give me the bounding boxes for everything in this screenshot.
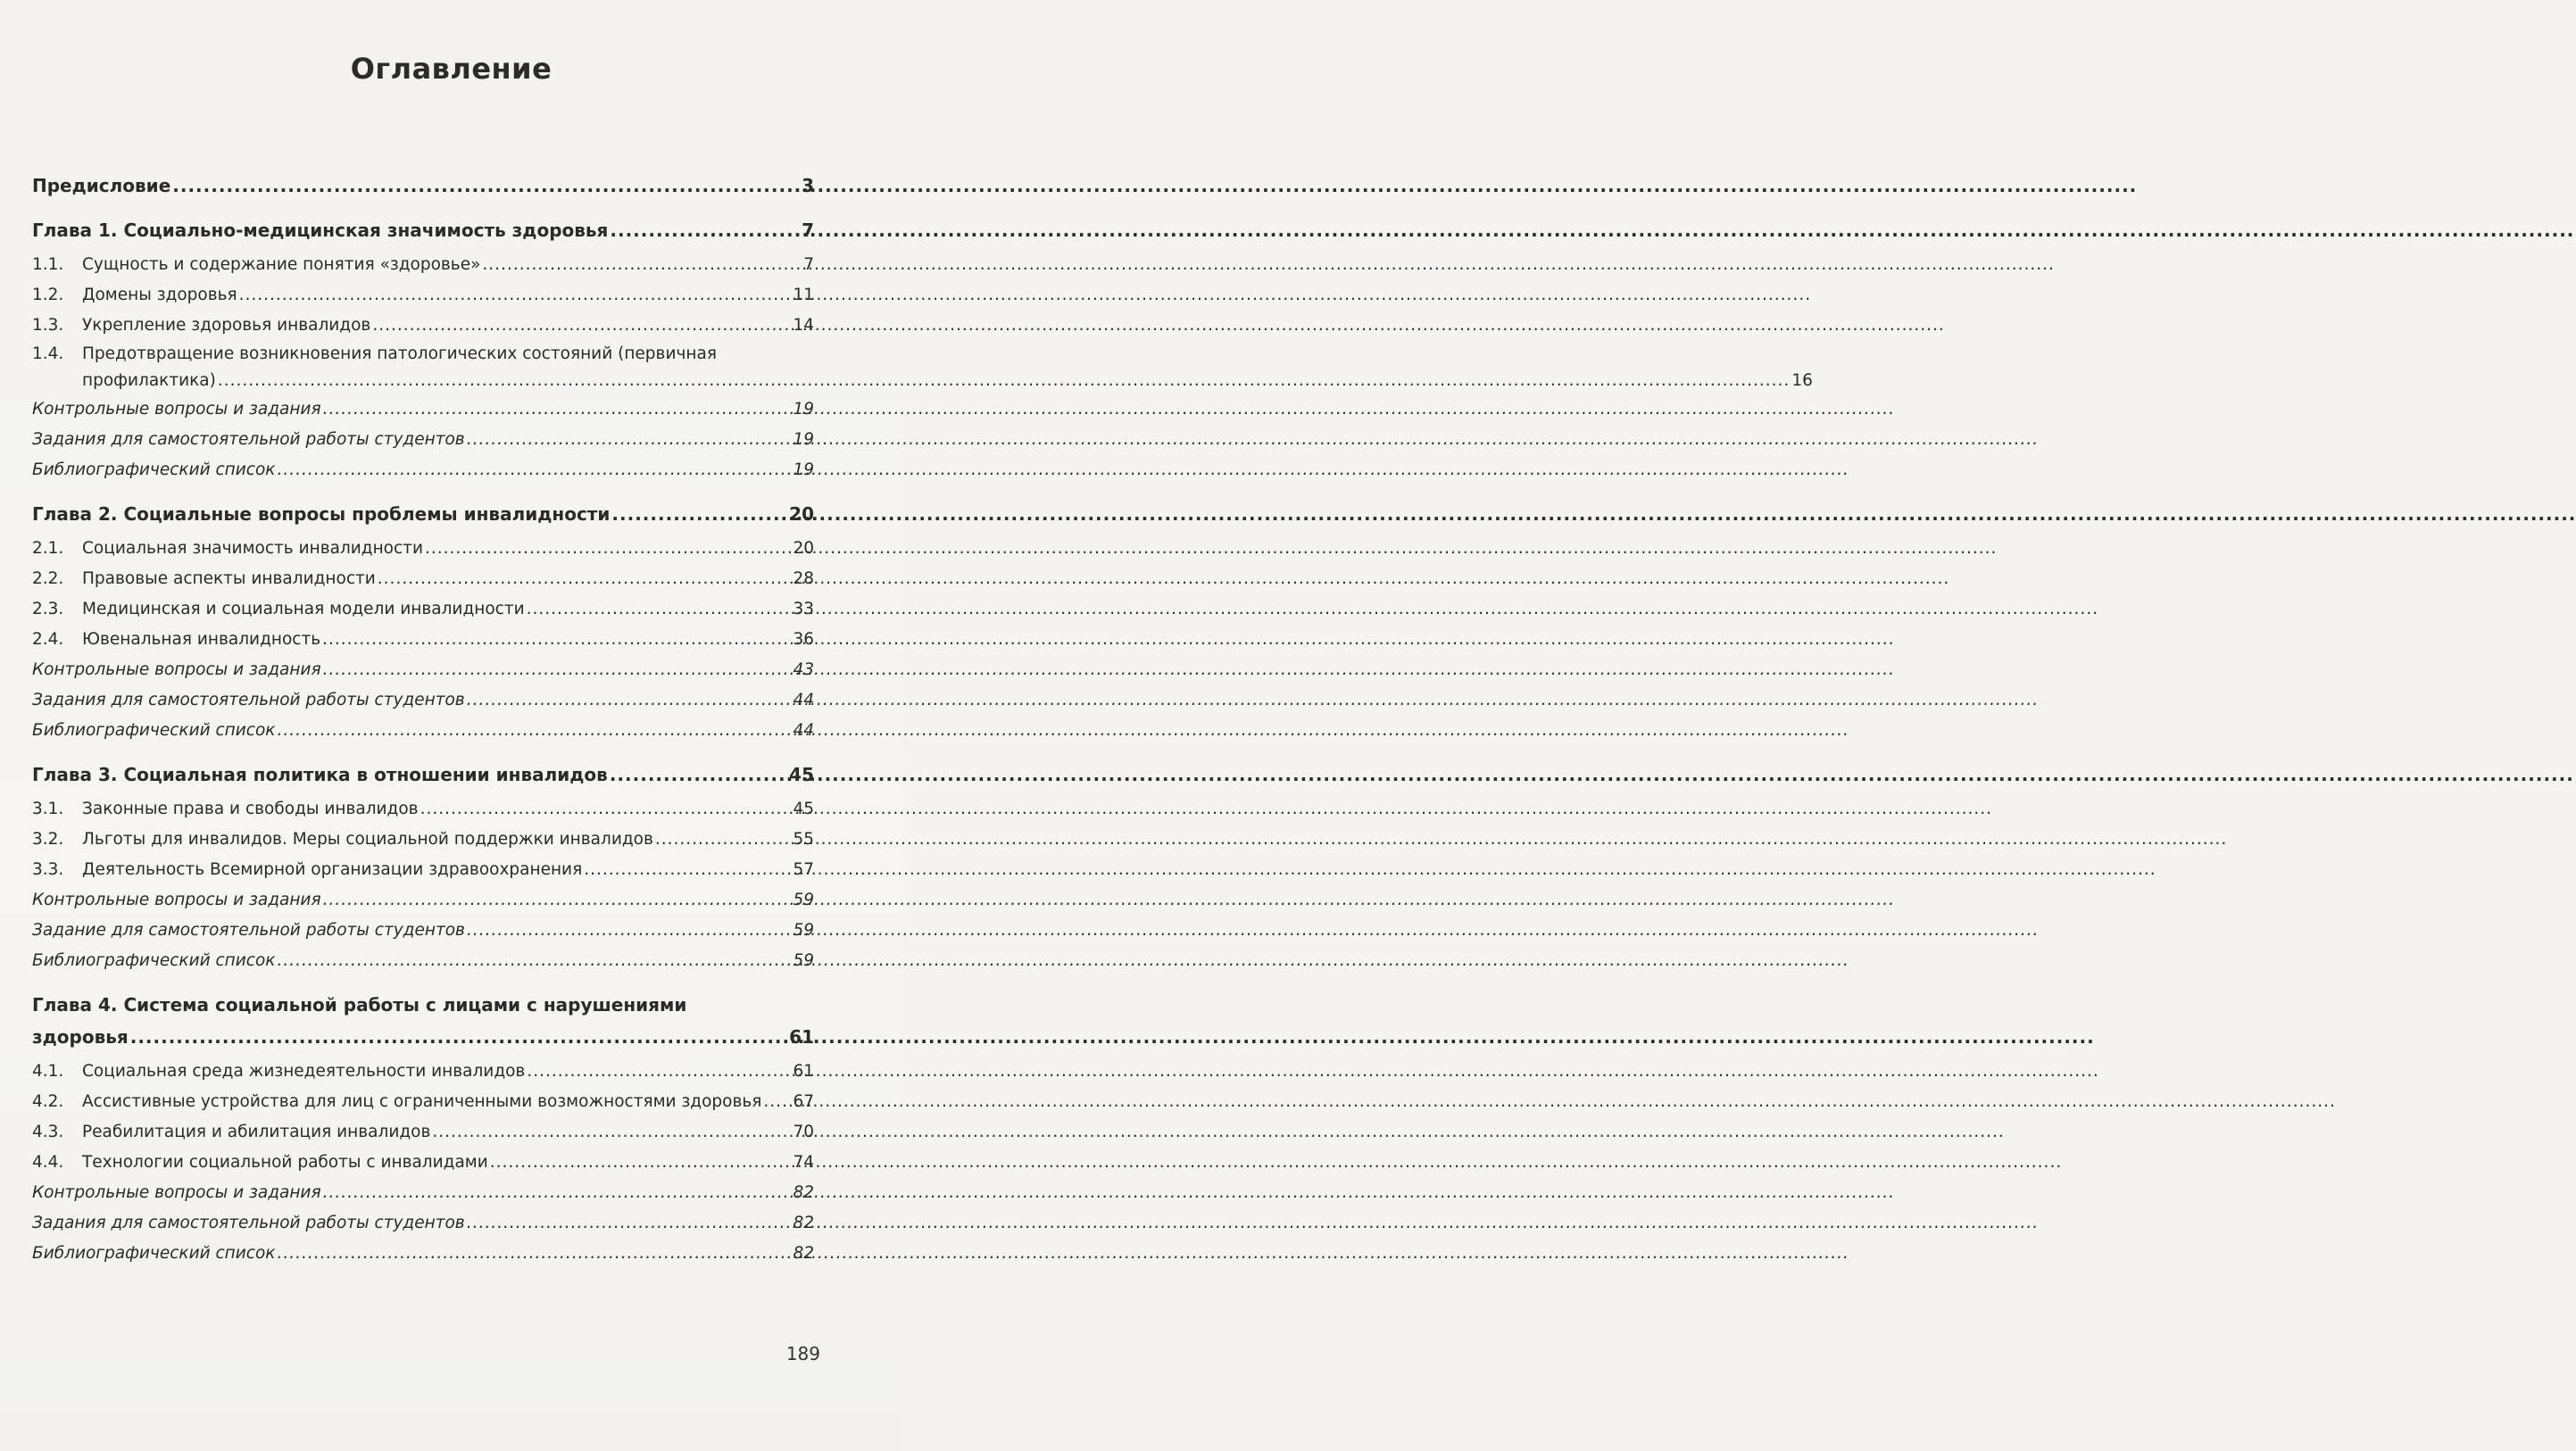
leader-dots	[527, 594, 792, 625]
toc-page-number: 45	[789, 764, 814, 785]
section-title: Сущность и содержание понятия «здоровье»	[82, 255, 481, 274]
section-title: Социальная среда жизнедеятельности инвалидов	[82, 1062, 526, 1081]
toc-page-number: 74	[793, 1153, 814, 1172]
toc-section[interactable]	[32, 594, 814, 625]
toc-page-number: 70	[793, 1123, 814, 1141]
section-title: Ассистивные устройства для лиц с ограниченными возможностями здоровья	[82, 1092, 762, 1111]
chapter-title-line1: Глава 4. Система социальной работы с лицами с нарушениями	[32, 994, 687, 1016]
leader-dots	[467, 685, 792, 716]
toc-chapter-1[interactable]	[32, 214, 814, 246]
toc-page-number: 82	[793, 1214, 814, 1232]
toc-page-number: 19	[793, 430, 814, 449]
toc-page-number: 82	[793, 1244, 814, 1263]
section-number: 4.1.	[32, 1062, 64, 1081]
extra-title: Задания для самостоятельной работы студентов	[32, 1214, 465, 1232]
toc-section[interactable]	[32, 625, 814, 655]
section-title: Деятельность Всемирной организации здравоохранения	[82, 860, 583, 879]
chapter-title: Глава 1. Социально-медицинская значимость здоровья	[32, 220, 609, 241]
toc-page-number: 11	[793, 286, 814, 304]
toc-page-number: 14	[793, 316, 814, 335]
leader-dots	[611, 498, 787, 530]
leader-dots	[239, 280, 792, 311]
extra-title: Библиографический список	[32, 951, 276, 970]
toc-page-number: 33	[793, 600, 814, 618]
leader-dots	[323, 1178, 792, 1208]
section-number: 1.4.	[32, 344, 64, 363]
leader-dots	[420, 794, 792, 825]
toc-extra[interactable]	[32, 655, 814, 685]
toc-section[interactable]	[32, 311, 814, 341]
section-number: 2.4.	[32, 630, 64, 649]
section-title: Законные права и свободы инвалидов	[82, 800, 419, 818]
toc-page-number: 28	[793, 569, 814, 588]
section-number: 2.2.	[32, 569, 64, 588]
extra-title: Библиографический список	[32, 721, 276, 740]
toc-extra[interactable]	[32, 1178, 814, 1208]
page-title: Оглавление	[350, 52, 553, 86]
leader-dots	[378, 564, 792, 594]
section-number: 2.3.	[32, 600, 64, 618]
toc-page-number: 67	[793, 1092, 814, 1111]
section-number: 4.3.	[32, 1123, 64, 1141]
chapter-title-line2: здоровья	[32, 1026, 129, 1048]
leader-dots	[763, 1087, 791, 1117]
section-number: 3.3.	[32, 860, 64, 879]
leader-dots	[584, 855, 791, 885]
toc-page-number: 59	[793, 951, 814, 970]
extra-title: Задание для самостоятельной работы студентов	[32, 921, 465, 940]
extra-title: Контрольные вопросы и задания	[32, 400, 321, 419]
toc-page-number: 36	[793, 630, 814, 649]
leader-dots	[130, 1021, 787, 1053]
leader-dots	[490, 1148, 792, 1178]
section-number: 3.2.	[32, 830, 64, 849]
section-title: Технологии социальной работы с инвалидами	[82, 1153, 488, 1172]
toc-section[interactable]	[32, 341, 1813, 394]
leader-dots	[277, 1239, 791, 1269]
toc-page-number: 59	[793, 921, 814, 940]
toc-page-number: 19	[793, 460, 814, 479]
toc-section[interactable]	[32, 825, 814, 855]
leader-dots	[610, 214, 800, 246]
leader-dots	[323, 655, 792, 685]
toc-section[interactable]	[32, 1148, 814, 1178]
toc-extra[interactable]	[32, 946, 814, 976]
toc-extra[interactable]	[32, 916, 814, 946]
section-title: Социальная значимость инвалидности	[82, 539, 423, 558]
toc-page-number: 82	[793, 1183, 814, 1202]
toc-extra[interactable]	[32, 885, 814, 916]
toc-chapter-3[interactable]	[32, 759, 814, 791]
toc-extra[interactable]	[32, 1239, 814, 1269]
toc-section[interactable]	[32, 250, 814, 280]
section-title: Льготы для инвалидов. Меры социальной поддержки инвалидов	[82, 830, 653, 849]
toc-section[interactable]	[32, 564, 814, 594]
toc-section[interactable]	[32, 794, 814, 825]
toc-page-number: 57	[793, 860, 814, 879]
leader-dots	[323, 885, 792, 916]
toc-section[interactable]	[32, 1117, 814, 1148]
extra-title: Библиографический список	[32, 1244, 276, 1263]
toc-extra[interactable]	[32, 394, 814, 425]
extra-title: Контрольные вопросы и задания	[32, 891, 321, 909]
chapter-title: Глава 2. Социальные вопросы проблемы инвалидности	[32, 503, 611, 525]
leader-dots	[322, 625, 791, 655]
toc-page-number: 44	[793, 721, 814, 740]
toc-page-number: 16	[1791, 371, 1813, 390]
toc-page-number: 55	[793, 830, 814, 849]
toc-page-number: 7	[803, 255, 814, 274]
toc-page-number: 45	[793, 800, 814, 818]
toc-page-number: 61	[793, 1062, 814, 1081]
table-of-contents	[32, 170, 1813, 1269]
leader-dots	[482, 250, 802, 280]
toc-section[interactable]	[32, 280, 814, 311]
leader-dots	[655, 825, 792, 855]
toc-extra[interactable]	[32, 425, 814, 455]
toc-page-number: 20	[789, 503, 814, 525]
leader-dots	[172, 170, 800, 202]
leader-dots	[432, 1117, 791, 1148]
section-number: 1.2.	[32, 286, 64, 304]
leader-dots	[323, 394, 792, 425]
toc-entry-label: Предисловие	[32, 175, 171, 196]
section-number: 4.2.	[32, 1092, 64, 1111]
leader-dots	[425, 534, 791, 564]
leader-dots	[277, 946, 791, 976]
extra-title: Контрольные вопросы и задания	[32, 660, 321, 679]
toc-page-number: 7	[802, 220, 814, 241]
toc-page-number: 61	[789, 1026, 814, 1048]
toc-page-number: 43	[793, 660, 814, 679]
extra-title: Библиографический список	[32, 460, 276, 479]
extra-title: Контрольные вопросы и задания	[32, 1183, 321, 1202]
section-title: Укрепление здоровья инвалидов	[82, 316, 371, 335]
section-number: 4.4.	[32, 1153, 64, 1172]
extra-title: Задания для самостоятельной работы студентов	[32, 430, 465, 449]
leader-dots	[218, 368, 1790, 394]
leader-dots	[467, 1208, 792, 1239]
leader-dots	[610, 759, 787, 791]
section-title: Домены здоровья	[82, 286, 237, 304]
toc-page-number: 20	[793, 539, 814, 558]
toc-section[interactable]	[32, 855, 814, 885]
toc-section[interactable]	[32, 1087, 814, 1117]
leader-dots	[277, 455, 791, 485]
leader-dots	[527, 1057, 791, 1087]
toc-chapter-2[interactable]	[32, 498, 814, 530]
toc-section[interactable]	[32, 1057, 814, 1087]
toc-entry-preface[interactable]	[32, 170, 814, 202]
section-title: Медицинская и социальная модели инвалидности	[82, 600, 525, 618]
chapter-title: Глава 3. Социальная политика в отношении инвалидов	[32, 764, 608, 785]
toc-page-number: 44	[793, 691, 814, 709]
toc-extra[interactable]	[32, 455, 814, 485]
page-number: 189	[785, 1343, 820, 1364]
section-title: Ювенальная инвалидность	[82, 630, 321, 649]
toc-chapter-4[interactable]	[32, 989, 814, 1053]
section-number: 1.1.	[32, 255, 64, 274]
leader-dots	[467, 425, 792, 455]
section-number: 1.3.	[32, 316, 64, 335]
section-title: Правовые аспекты инвалидности	[82, 569, 376, 588]
leader-dots	[467, 916, 792, 946]
section-title: Реабилитация и абилитация инвалидов	[82, 1123, 431, 1141]
section-title-line2: профилактика)	[82, 371, 216, 390]
toc-section[interactable]	[32, 534, 814, 564]
section-number: 2.1.	[32, 539, 64, 558]
toc-page-number: 59	[793, 891, 814, 909]
toc-extra[interactable]	[32, 716, 814, 746]
section-number: 3.1.	[32, 800, 64, 818]
toc-page-number: 3	[802, 175, 814, 196]
toc-page-number: 19	[793, 400, 814, 419]
section-title-line1: Предотвращение возникновения патологических состояний (первичная	[82, 344, 717, 363]
toc-extra[interactable]	[32, 685, 814, 716]
toc-extra[interactable]	[32, 1208, 814, 1239]
extra-title: Задания для самостоятельной работы студентов	[32, 691, 465, 709]
leader-dots	[277, 716, 791, 746]
leader-dots	[372, 311, 791, 341]
